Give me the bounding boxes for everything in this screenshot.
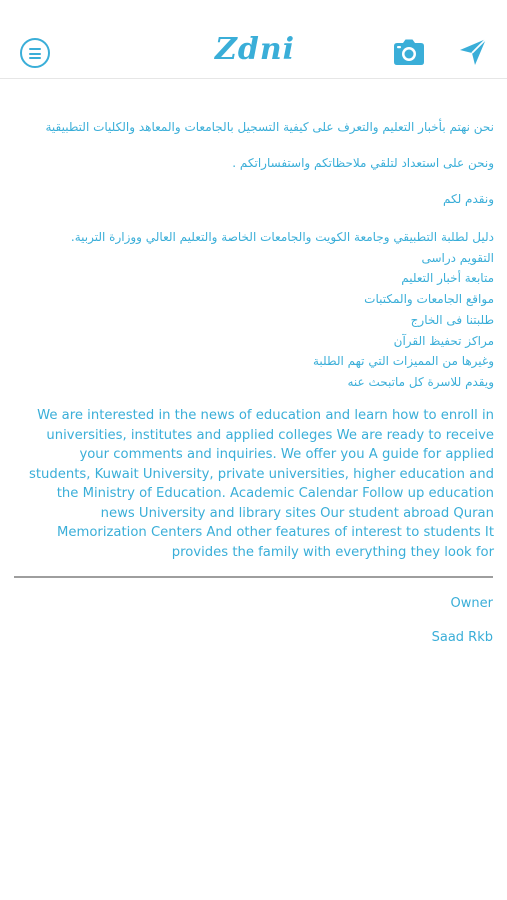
hamburger-menu-icon[interactable] bbox=[20, 38, 50, 68]
english-text-line: students, Kuwait University, private universities, higher education and bbox=[28, 466, 494, 482]
arabic-feedback-paragraph: ونحن على استعداد لتلقي ملاحظاتكم واستفساراتكم . bbox=[232, 156, 494, 170]
list-item: ويقدم للاسرة كل ماتبحث عنه bbox=[347, 374, 494, 389]
arabic-offer-paragraph: ونقدم لكم bbox=[442, 192, 494, 206]
arabic-intro-paragraph: نحن نهتم بأخبار التعليم والتعرف على كيفية التسجيل بالجامعات والمعاهد والكليات التطبيقية bbox=[45, 120, 494, 134]
list-item: وغيرها من المميزات التي تهم الطلبة bbox=[312, 354, 494, 369]
app-header bbox=[0, 0, 507, 79]
english-text-line: We are interested in the news of education and learn how to enroll in bbox=[37, 408, 494, 423]
app-logo: Zdni bbox=[214, 32, 296, 67]
section-divider bbox=[14, 576, 493, 578]
owner-name: Saad Rkb bbox=[431, 630, 493, 645]
about-english-text bbox=[16, 406, 494, 562]
list-item: مواقع الجامعات والمكتبات bbox=[364, 292, 494, 307]
owner-label: Owner bbox=[450, 596, 493, 611]
english-text-line: the Ministry of Education. Academic Calendar Follow up education bbox=[56, 486, 494, 501]
list-item: دليل لطلبة التطبيقي وجامعة الكويت والجامعات الخاصة والتعليم العالي ووزارة التربية. bbox=[70, 230, 494, 244]
list-item: متابعة أخبار التعليم bbox=[401, 271, 494, 286]
send-icon[interactable] bbox=[458, 37, 488, 67]
english-text-line: provides the family with everything they look for bbox=[171, 544, 494, 560]
list-item: طلبتنا فى الخارج bbox=[410, 312, 494, 327]
english-text-line: universities, institutes and applied colleges We are ready to receive bbox=[46, 427, 494, 443]
camera-icon[interactable] bbox=[393, 38, 425, 66]
english-text-line: Memorization Centers And other features of interest to students It bbox=[57, 525, 494, 540]
english-text-line: news University and library sites Our student abroad Quran bbox=[100, 505, 494, 521]
english-text-line: your comments and inquiries. We offer you A guide for applied bbox=[79, 447, 494, 462]
list-item: مراكز تحفيظ القرآن bbox=[393, 333, 494, 348]
list-item: التقويم دراسى bbox=[421, 250, 494, 265]
arabic-feature-list bbox=[71, 227, 494, 393]
